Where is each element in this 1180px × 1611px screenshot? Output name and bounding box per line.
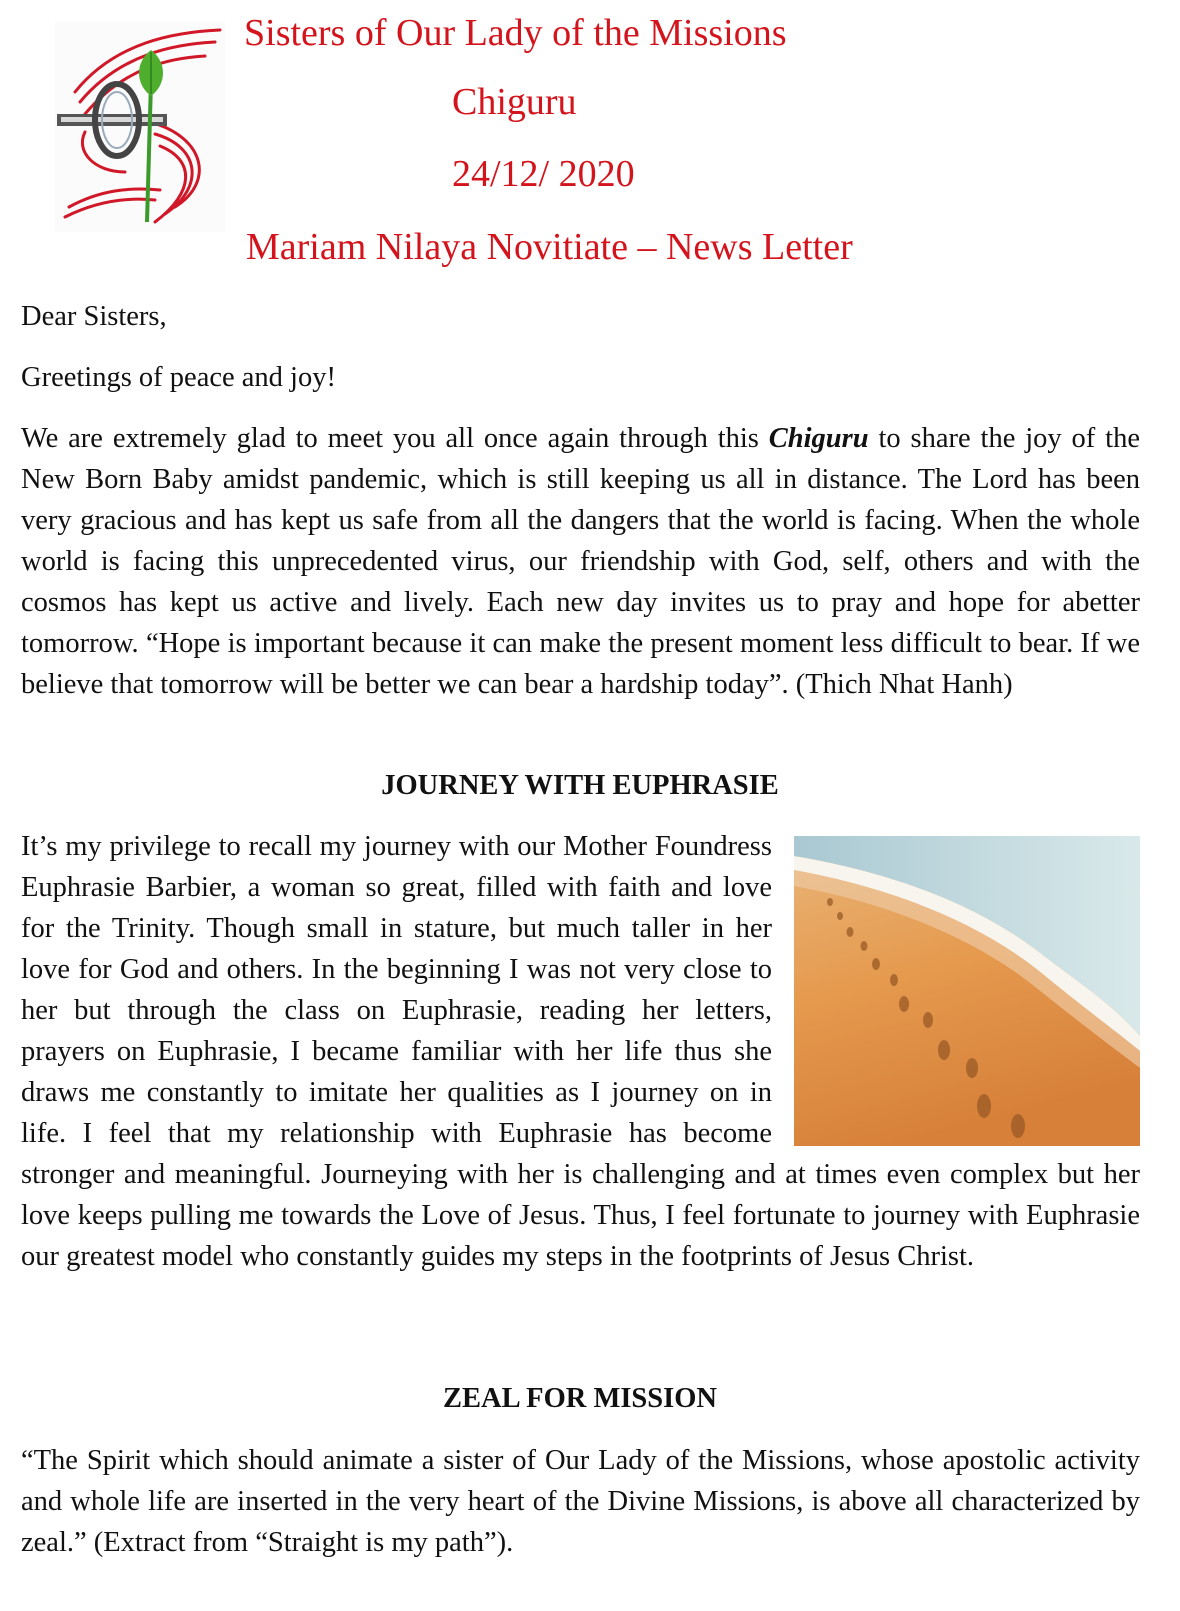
zeal-paragraph: “The Spirit which should animate a sister of Our Lady of the Missions, whose apostolic activity and whole life are inserted in the very heart of the Divine Missions, is above all characterized by zeal.” (Extract from “Straight is my path”).	[21, 1445, 1140, 1558]
newsletter-title: Mariam Nilaya Novitiate – News Letter	[246, 226, 853, 268]
intro-text-end: to share the joy of the New Born Baby amidst pandemic, which is still keeping us all in distance. The Lord has been very gracious and has kept us safe from all the dangers that the world is facing. When the whole world is facing this unprecedented virus, our friendship with God, self, others and with the cosmos has kept us active and lively. Each new day invites us to pray and hope for abetter tomorrow. “Hope is important because it can make the present moment less difficult to bear. If we believe that tomorrow will be better we can bear a hardship today”. (Thich Nhat Hanh)	[21, 423, 1140, 700]
newsletter-date: 24/12/ 2020	[452, 153, 635, 195]
journey-paragraph: It’s my privilege to recall my journey with our Mother Foundress Euphrasie Barbier, a woman so great, filled with faith and love for the Trinity. Though small in stature, but much taller in her love for God and others. In the beginning I was not very close to her but through the class on Euphrasie, reading her letters, prayers on Euphrasie, I became familiar with her life thus she draws me constantly to imitate her qualities as I journey on in life. I feel that my relationship with Euphrasie has become stronger and meaningful. Journeying with her is challenging and at times even complex but her love keeps pulling me towards the Love of Jesus. Thus, I feel fortunate to journey with Euphrasie our greatest model who constantly guides my steps in the footprints of Jesus Christ.	[21, 831, 1140, 1272]
intro-emphasis: Chiguru	[768, 423, 869, 454]
footprints-on-beach-image	[794, 836, 1140, 1146]
intro-paragraph	[21, 418, 1140, 705]
intro-text-start: We are extremely glad to meet you all once again through this	[21, 423, 769, 454]
rndm-logo-icon	[55, 22, 225, 232]
zeal-heading: ZEAL FOR MISSION	[443, 1383, 717, 1414]
newsletter-name: Chiguru	[452, 81, 577, 123]
journey-section	[21, 826, 1140, 1277]
organization-name: Sisters of Our Lady of the Missions	[244, 12, 787, 54]
greeting: Greetings of peace and joy!	[21, 362, 336, 393]
salutation: Dear Sisters,	[21, 301, 167, 332]
journey-heading: JOURNEY WITH EUPHRASIE	[381, 770, 779, 801]
